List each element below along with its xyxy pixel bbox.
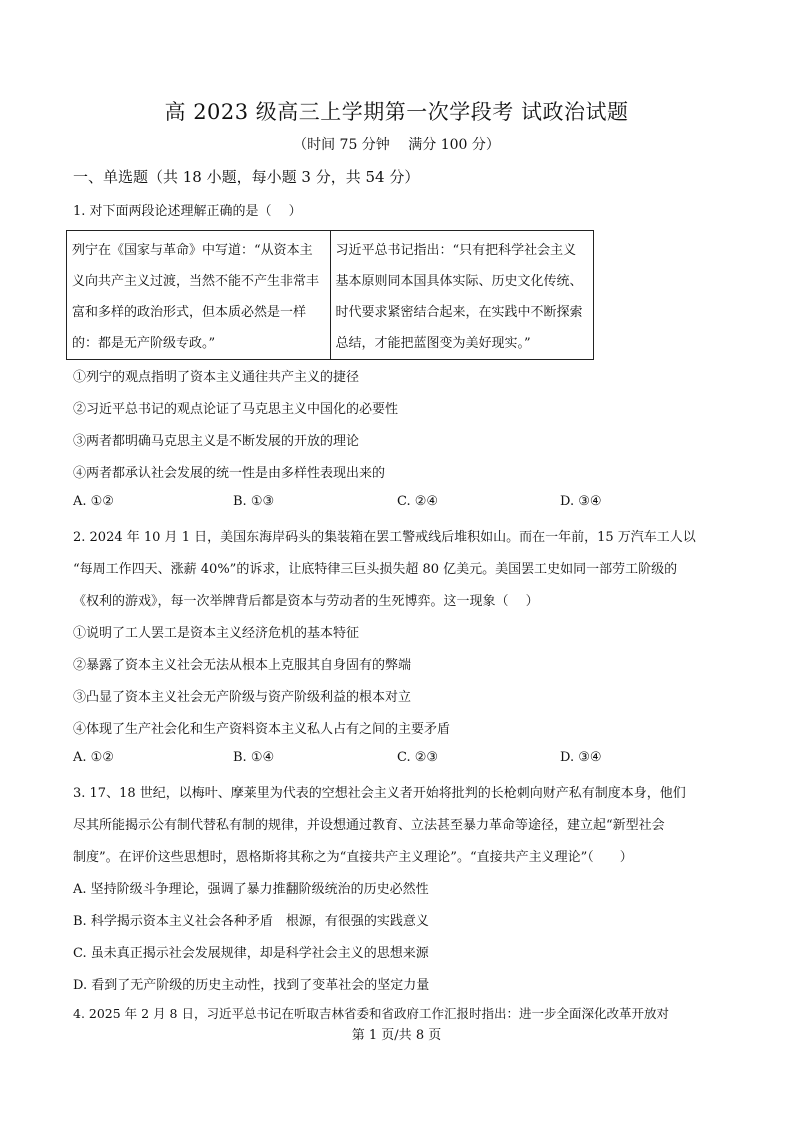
- q2-item-4: ④体现了生产社会化和生产资料资本主义私人占有之间的主要矛盾: [73, 722, 451, 737]
- q3-option-d: D. 看到了无产阶级的历史主动性，找到了变革社会的坚定力量: [73, 978, 430, 993]
- q1-quote-table: [66, 230, 594, 360]
- page-footer: 第 1 页/共 8 页: [351, 1028, 442, 1043]
- q1-item-2: ②习近平总书记的观点论证了马克思主义中国化的必要性: [73, 402, 399, 417]
- q4-stem-line-1: 4. 2025 年 2 月 8 日，习近平总书记在听取吉林省委和省政府工作汇报时指出：进一步全面深化改革开放对: [73, 1006, 669, 1021]
- q1-option-a: A. ①②: [73, 494, 114, 509]
- q2-option-a: A. ①②: [73, 750, 114, 765]
- q1-option-c: C. ②④: [397, 494, 439, 509]
- q2-option-d: D. ③④: [560, 750, 602, 765]
- q1-option-d: D. ③④: [560, 494, 602, 509]
- q2-item-1: ①说明了工人罢工是资本主义经济危机的基本特征: [73, 626, 360, 641]
- q1-right-quote: 习近平总书记指出：“只有把科学社会主义基本原则同本国具体实际、历史文化传统、时代要求紧密结合起来，在实践中不断探索总结，才能把蓝图变为美好现实。”: [330, 231, 594, 359]
- q3-stem-line-2: 尽其所能揭示公有制代替私有制的规律，并设想通过教育、立法甚至暴力革命等途径，建立起“新型社会: [73, 818, 665, 833]
- q3-stem-line-1: 3. 17、18 世纪，以梅叶、摩莱里为代表的空想社会主义者开始将批判的长枪刺向财产私有制度本身，他们: [73, 786, 686, 801]
- q3-stem-line-3: 制度”。在评价这些思想时，恩格斯将其称之为“直接共产主义理论”。“直接共产主义理论”（ ）: [73, 850, 633, 865]
- section-heading: 一、单选题（共 18 小题，每小题 3 分，共 54 分）: [73, 168, 420, 186]
- q2-stem-line-2: “每周工作四天、涨薪 40%”的诉求，让底特律三巨头损失超 80 亿美元。美国罢工史如同一部劳工阶级的: [73, 562, 678, 577]
- q1-item-3: ③两者都明确马克思主义是不断发展的开放的理论: [73, 434, 360, 449]
- q1-item-4: ④两者都承认社会发展的统一性是由多样性表现出来的: [73, 466, 386, 481]
- page-subtitle: （时间 75 分钟 满分 100 分）: [293, 137, 500, 153]
- q2-stem-line-3: 《权利的游戏》，每一次举牌背后都是资本与劳动者的生死博弈。这一现象（ ）: [73, 594, 539, 609]
- q2-option-b: B. ①④: [233, 750, 275, 765]
- q2-option-c: C. ②③: [397, 750, 439, 765]
- q3-option-a: A. 坚持阶级斗争理论，强调了暴力推翻阶级统治的历史必然性: [73, 882, 429, 897]
- q2-stem-line-1: 2. 2024 年 10 月 1 日，美国东海岸码头的集装箱在罢工警戒线后堆积如山。而在一年前，15 万汽车工人以: [73, 530, 696, 545]
- q1-stem: 1. 对下面两段论述理解正确的是（ ）: [73, 204, 302, 219]
- q2-item-2: ②暴露了资本主义社会无法从根本上克服其自身固有的弊端: [73, 658, 412, 673]
- page-title: 高 2023 级高三上学期第一次学段考 试政治试题: [164, 100, 629, 124]
- q2-item-3: ③凸显了资本主义社会无产阶级与资产阶级利益的根本对立: [73, 690, 412, 705]
- q3-option-c: C. 虽未真正揭示社会发展规律，却是科学社会主义的思想来源: [73, 946, 429, 961]
- q3-option-b: B. 科学揭示资本主义社会各种矛盾 根源，有很强的实践意义: [73, 914, 429, 929]
- q1-item-1: ①列宁的观点指明了资本主义通往共产主义的捷径: [73, 370, 360, 385]
- q1-option-b: B. ①③: [233, 494, 275, 509]
- q1-left-quote: 列宁在《国家与革命》中写道：“从资本主义向共产主义过渡，当然不能不产生非常丰富和多样的政治形式，但本质必然是一样的：都是无产阶级专政。”: [72, 243, 320, 351]
